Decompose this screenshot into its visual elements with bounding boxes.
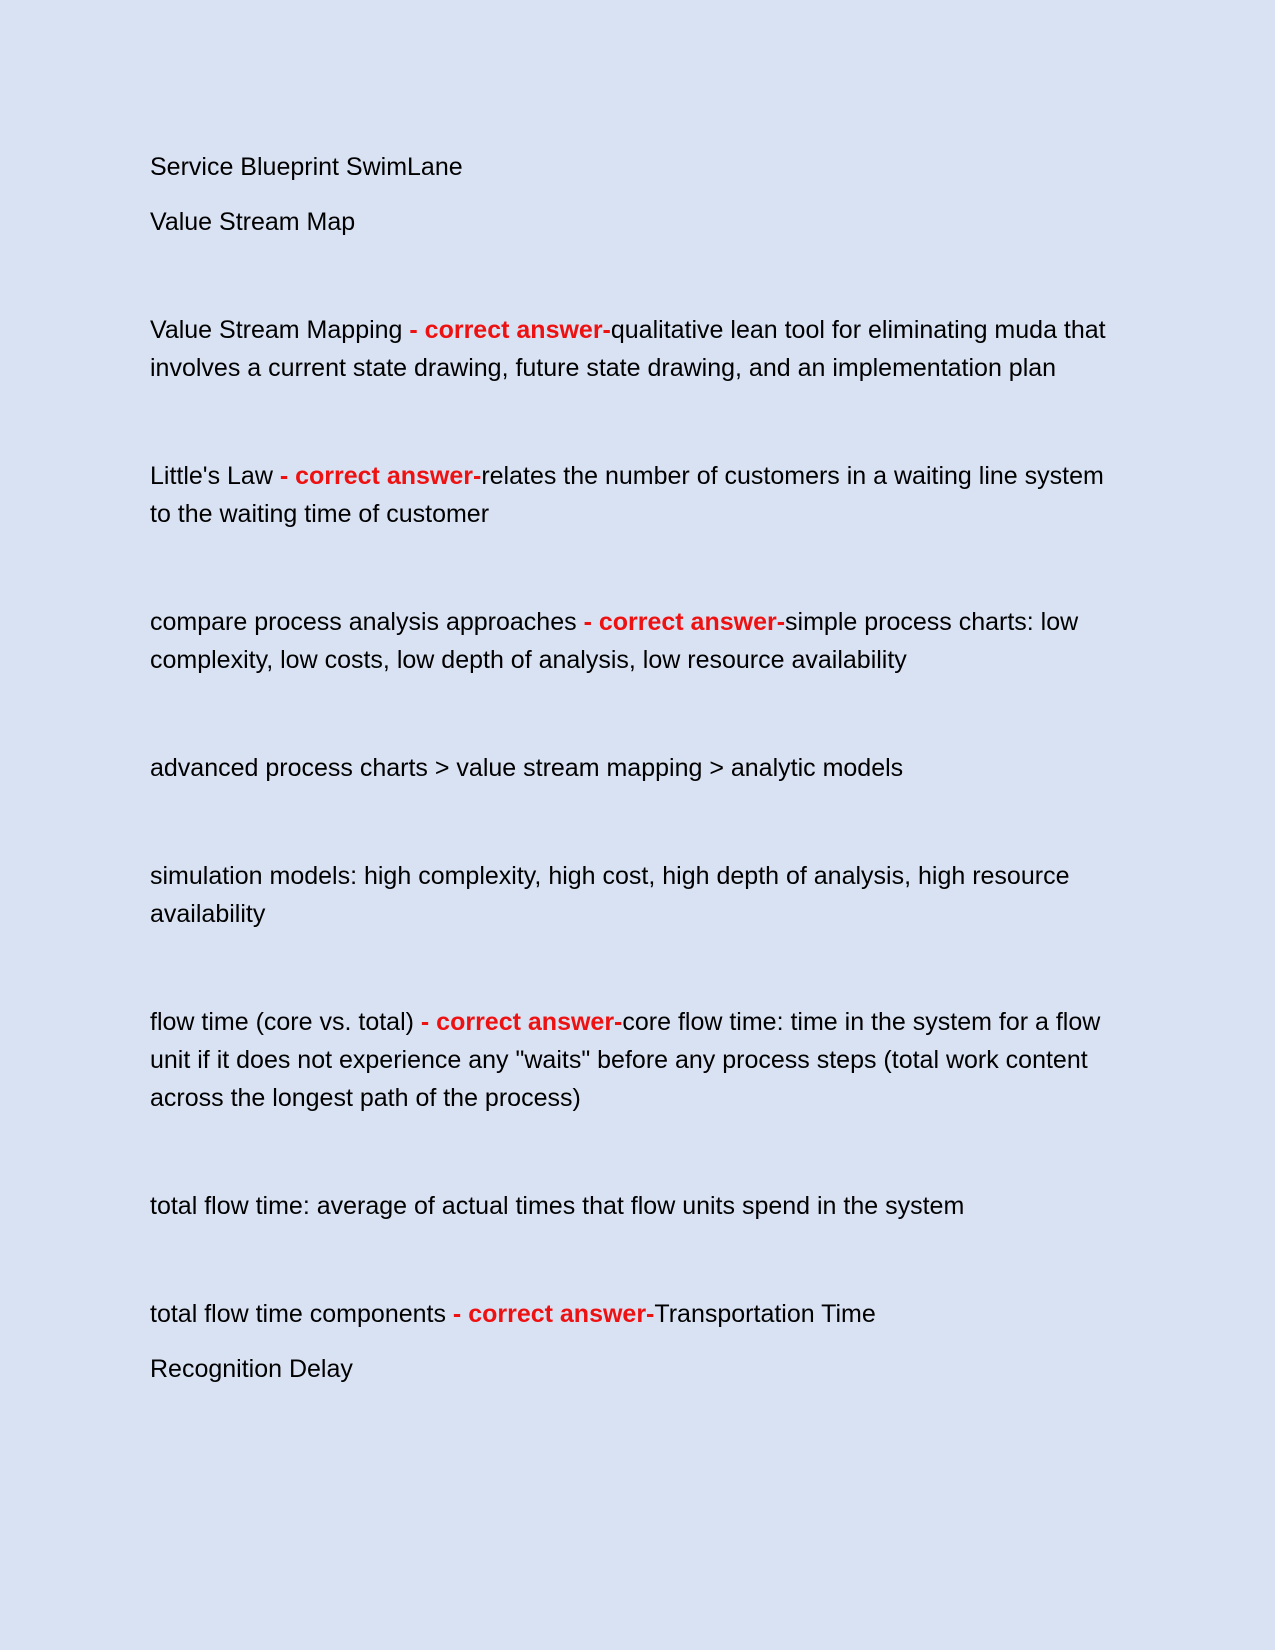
entry-value-stream-mapping (150, 311, 1130, 387)
entry-continuation-total-flow-time: total flow time: average of actual times that flow units spend in the system (150, 1192, 965, 1220)
entry-term: Little's Law (150, 462, 280, 490)
entry-continuation-recognition-delay: Recognition Delay (150, 1355, 353, 1383)
entry-flow-time (150, 1003, 1130, 1117)
entry-littles-law (150, 457, 1130, 533)
entry-term: compare process analysis approaches (150, 608, 584, 636)
entry-definition: simple process charts: low complexity, low costs, low depth of analysis, low resource availability (150, 608, 1079, 674)
correct-answer-marker: - correct answer- (420, 1008, 623, 1036)
correct-answer-marker: - correct answer- (279, 462, 482, 490)
entry-term: total flow time components (150, 1300, 453, 1328)
entry-definition: qualitative lean tool for eliminating muda that involves a current state drawing, future state drawing, and an implementation plan (150, 316, 1106, 382)
entry-compare-process-analysis (150, 603, 1130, 679)
entry-definition: relates the number of customers in a waiting line system to the waiting time of customer (150, 462, 1104, 528)
text-line-value-stream-map: Value Stream Map (150, 208, 356, 236)
entry-term: flow time (core vs. total) (150, 1008, 421, 1036)
entry-total-flow-time-components (150, 1295, 1130, 1333)
entry-definition: core flow time: time in the system for a flow unit if it does not experience any "waits" before any process steps (total work content across the longest path of the process) (150, 1008, 1101, 1112)
entry-continuation-advanced-charts: advanced process charts > value stream mapping > analytic models (150, 754, 904, 782)
entry-continuation-simulation-models: simulation models: high complexity, high cost, high depth of analysis, high resource availability (150, 862, 1070, 928)
correct-answer-marker: - correct answer- (452, 1300, 655, 1328)
text-line-service-blueprint: Service Blueprint SwimLane (150, 153, 463, 181)
correct-answer-marker: - correct answer- (583, 608, 786, 636)
entry-term: Value Stream Mapping (150, 316, 410, 344)
entry-definition: Transportation Time (654, 1300, 876, 1328)
document-page (150, 148, 1130, 1388)
correct-answer-marker: - correct answer- (409, 316, 611, 344)
